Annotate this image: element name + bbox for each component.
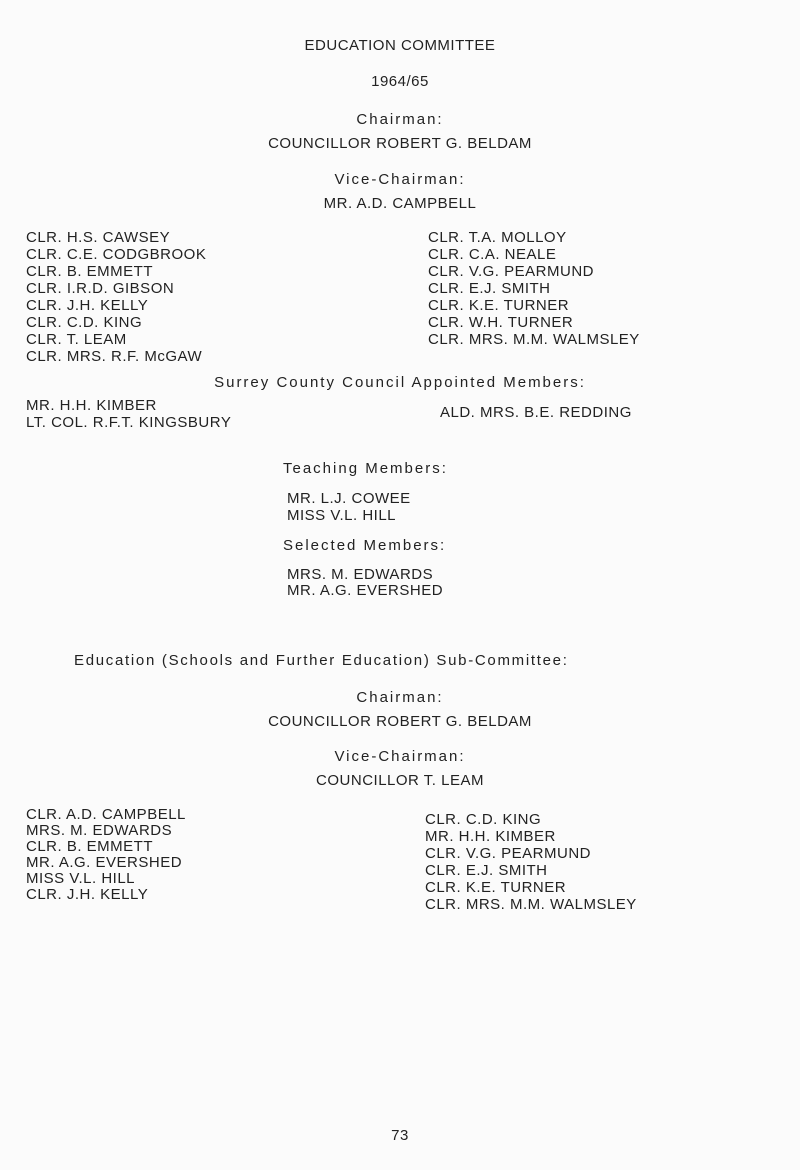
member-name: CLR. MRS. R.F. McGAW — [26, 348, 203, 365]
teaching-heading: Teaching Members: — [283, 460, 448, 477]
subcommittee-chairman-label: Chairman: — [356, 689, 444, 706]
member-name: CLR. B. EMMETT — [26, 838, 154, 855]
member-name: CLR. T.A. MOLLOY — [428, 229, 567, 246]
member-name: CLR. C.D. KING — [26, 314, 143, 331]
subcommittee-heading: Education (Schools and Further Education) Sub-Committee: — [74, 652, 569, 669]
chairman-label: Chairman: — [356, 111, 444, 128]
member-name: MRS. M. EDWARDS — [26, 822, 173, 839]
member-name: MISS V.L. HILL — [26, 870, 135, 887]
member-name: CLR. C.D. KING — [425, 811, 542, 828]
member-name: CLR. I.R.D. GIBSON — [26, 280, 175, 297]
subcommittee-right-column — [425, 811, 637, 913]
member-name: CLR. V.G. PEARMUND — [428, 263, 594, 280]
member-name: CLR. T. LEAM — [26, 331, 127, 348]
member-name: CLR. E.J. SMITH — [428, 280, 551, 297]
vice-chairman-label: Vice-Chairman: — [334, 171, 466, 188]
year: 1964/65 — [371, 73, 429, 90]
member-name: CLR. A.D. CAMPBELL — [26, 806, 186, 823]
member-name: CLR. B. EMMETT — [26, 263, 154, 280]
subcommittee-vice-name: COUNCILLOR T. LEAM — [316, 772, 484, 789]
members-left-column — [26, 229, 206, 365]
selected-member: MR. A.G. EVERSHED — [287, 582, 444, 599]
appointed-heading: Surrey County Council Appointed Members: — [214, 374, 586, 391]
member-name: CLR. MRS. M.M. WALMSLEY — [428, 331, 640, 348]
appointed-member: LT. COL. R.F.T. KINGSBURY — [26, 414, 232, 431]
teaching-member: MISS V.L. HILL — [287, 507, 396, 524]
member-name: MR. H.H. KIMBER — [425, 828, 556, 845]
vice-chairman-name: MR. A.D. CAMPBELL — [323, 195, 477, 212]
subcommittee-chairman-name: COUNCILLOR ROBERT G. BELDAM — [268, 713, 532, 730]
subcommittee-vice-label: Vice-Chairman: — [334, 748, 466, 765]
selected-member: MRS. M. EDWARDS — [287, 566, 434, 583]
subcommittee-left-column — [26, 807, 186, 903]
member-name: CLR. J.H. KELLY — [26, 297, 149, 314]
chairman-name: COUNCILLOR ROBERT G. BELDAM — [268, 135, 532, 152]
appointed-member: ALD. MRS. B.E. REDDING — [440, 404, 632, 421]
member-name: CLR. E.J. SMITH — [425, 862, 548, 879]
page-title: EDUCATION COMMITTEE — [304, 37, 496, 54]
member-name: CLR. H.S. CAWSEY — [26, 229, 171, 246]
member-name: CLR. C.A. NEALE — [428, 246, 557, 263]
page-number: 73 — [391, 1127, 409, 1144]
appointed-member: MR. H.H. KIMBER — [26, 397, 157, 414]
member-name: CLR. V.G. PEARMUND — [425, 845, 591, 862]
selected-heading: Selected Members: — [283, 537, 447, 554]
member-name: CLR. J.H. KELLY — [26, 886, 149, 903]
member-name: CLR. W.H. TURNER — [428, 314, 574, 331]
member-name: MR. A.G. EVERSHED — [26, 854, 183, 871]
member-name: CLR. K.E. TURNER — [428, 297, 570, 314]
member-name: CLR. K.E. TURNER — [425, 879, 567, 896]
member-name: CLR. C.E. CODGBROOK — [26, 246, 207, 263]
members-right-column — [428, 229, 640, 348]
member-name: CLR. MRS. M.M. WALMSLEY — [425, 896, 637, 913]
teaching-member: MR. L.J. COWEE — [287, 490, 411, 507]
